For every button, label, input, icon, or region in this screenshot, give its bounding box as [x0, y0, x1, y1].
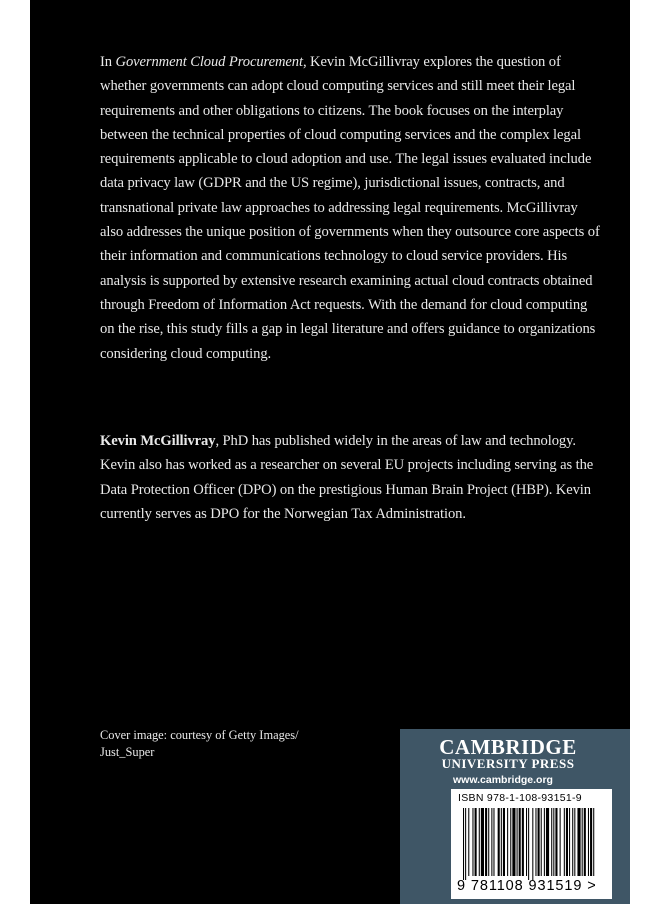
barcode-bar [553, 808, 554, 876]
blurb-intro: In [100, 54, 116, 70]
author-bio [100, 429, 600, 526]
author-bio-text: , PhD has published widely in the areas of law and technology. Kevin also has worked as a researcher on several EU projects including serving as the Data Protection Officer (DPO) on the prestigious Human Brain Project (HBP). Kevin currently serves as DPO for the Norwegian Tax Administration. [100, 433, 594, 522]
barcode-bar [560, 808, 561, 876]
barcode-bar [493, 808, 494, 876]
barcode-bar [498, 808, 500, 876]
author-name: Kevin McGillivray [100, 433, 216, 449]
barcode-bar [519, 808, 521, 876]
barcode-bar [503, 808, 505, 876]
isbn-label: ISBN 978-1-108-93151-9 [458, 792, 582, 804]
barcode-bar [522, 808, 524, 876]
cover-image-credit [100, 727, 340, 761]
barcode-bar [528, 808, 529, 880]
barcode-bar [538, 808, 540, 876]
credit-line-2: Just_Super [100, 745, 155, 759]
barcode-bar [566, 808, 568, 876]
barcode-bar [541, 808, 542, 876]
barcode-bar [488, 808, 489, 876]
barcode-bar [590, 808, 592, 876]
barcode-box [451, 789, 612, 899]
publisher-url: www.cambridge.org [453, 774, 553, 786]
blurb-text: , Kevin McGillivray explores the question of whether governments can adopt cloud computing services and still meet their legal requirements and other obligations to citizens. The book focuses on the interplay between the technical properties of cloud computing services and the complex legal requirements applicable to cloud adoption and use. The legal issues evaluated include data privacy law (GDPR and the US regime), jurisdictional issues, contracts, and transnational private law approaches to addressing legal requirements. McGillivray also addresses the unique position of governments when they outsource core aspects of their information and communications technology to cloud service providers. His analysis is supported by extensive research examining actual cloud contracts obtained through Freedom of Information Act requests. With the demand for cloud computing on the rise, this study fills a gap in legal literature and offers guidance to organizations considering cloud computing. [100, 54, 600, 362]
barcode-bar [569, 808, 570, 876]
barcode-bar [475, 808, 477, 876]
back-cover [30, 0, 630, 904]
barcode-bar [491, 808, 492, 876]
barcode-bar [532, 808, 533, 880]
barcode-bar [526, 808, 527, 876]
barcode-bar [546, 808, 549, 876]
barcode-bar [544, 808, 545, 876]
ean-digits: 9 781108 931519 > [457, 878, 597, 894]
publisher-subname: UNIVERSITY PRESS [441, 756, 575, 771]
barcode-bar [465, 808, 466, 880]
barcode-bar [501, 808, 502, 876]
publisher-panel [400, 729, 630, 904]
barcode-bar [582, 808, 583, 876]
barcode-bar [507, 808, 508, 876]
barcode-bar [551, 808, 552, 876]
barcode-bar [572, 808, 573, 876]
barcode-bar [588, 808, 589, 876]
barcode-bar [574, 808, 575, 876]
credit-line-1: Cover image: courtesy of Getty Images/ [100, 728, 299, 742]
barcode-bar [512, 808, 515, 876]
barcode-bar [577, 808, 580, 876]
barcode-bar [485, 808, 487, 876]
barcode-bar [510, 808, 511, 876]
barcode-bar [517, 808, 518, 876]
book-title: Government Cloud Procurement [115, 54, 303, 70]
barcode-bar [479, 808, 480, 876]
barcode-bar [564, 808, 565, 876]
barcode-bar [468, 808, 469, 876]
book-description [100, 50, 600, 366]
barcode-bar [481, 808, 484, 876]
barcode-bar [463, 808, 464, 880]
barcode-bar [593, 808, 594, 876]
barcode-bar [472, 808, 473, 876]
barcode-bar [584, 808, 586, 876]
barcode-bar [555, 808, 557, 876]
publisher-name: CAMBRIDGE [439, 735, 577, 759]
barcode-bar [535, 808, 536, 876]
